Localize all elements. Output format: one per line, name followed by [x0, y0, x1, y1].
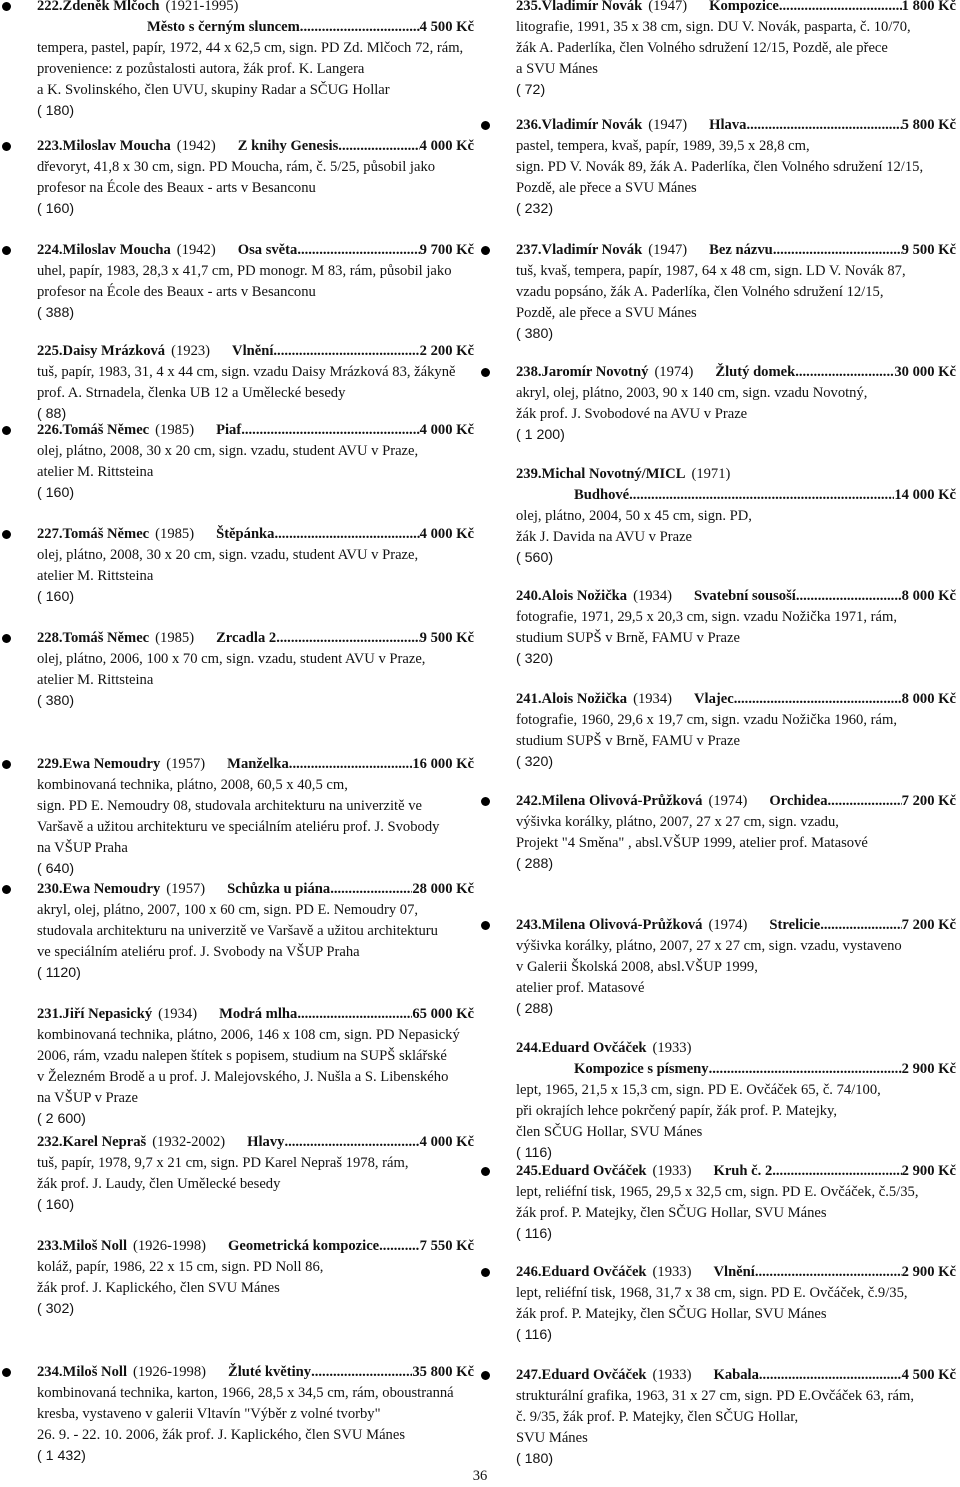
description-line: koláž, papír, 1986, 22 x 15 cm, sign. PD Noll 86, — [37, 1259, 324, 1275]
price-czk: 4 000 Kč — [419, 138, 474, 154]
description-line: vzadu popsáno, žák A. Paderlíka, člen Volného sdružení 12/15, — [516, 284, 884, 300]
price-czk: 7 550 Kč — [419, 1238, 474, 1254]
description-line: litografie, 1991, 35 x 38 cm, sign. DU V. Novák, pasparta, č. 10/70, — [516, 19, 911, 35]
bullet-icon — [2, 142, 11, 151]
entry-heading — [37, 240, 474, 261]
dot-leader — [241, 420, 419, 441]
artist-name: Vladimír Novák — [541, 0, 643, 14]
price-eur: ( 388) — [37, 305, 75, 321]
description-line: žák prof. J. Laudy, člen Umělecké besedy — [37, 1176, 281, 1192]
dot-leader — [796, 586, 902, 607]
artwork-title: Modrá mlha — [219, 1006, 298, 1022]
artwork-title: Budhové — [574, 487, 630, 503]
dot-leader — [311, 1362, 412, 1383]
price-czk: 4 000 Kč — [419, 526, 474, 542]
price-eur: ( 160) — [37, 1197, 75, 1213]
price-eur: ( 380) — [37, 693, 75, 709]
price-czk: 4 000 Kč — [419, 422, 474, 438]
price-eur: ( 320) — [516, 754, 554, 770]
bullet-icon — [2, 426, 11, 435]
dot-leader — [772, 1161, 901, 1182]
artist-years: (1947) — [648, 0, 688, 14]
artist-name: Eduard Ovčáček — [541, 1367, 647, 1383]
dot-leader — [273, 341, 419, 362]
entry-number: 236. — [516, 117, 542, 133]
dot-leader — [379, 1236, 420, 1257]
entry-heading — [37, 136, 474, 157]
artist-name: Eduard Ovčáček — [541, 1264, 647, 1280]
price-czk: 4 000 Kč — [419, 1134, 474, 1150]
description-line: tuš, kvaš, tempera, papír, 1987, 64 x 48 cm, sign. LD V. Novák 87, — [516, 263, 906, 279]
description-line: SVU Mánes — [516, 1430, 588, 1446]
description-line: lept, 1965, 21,5 x 15,3 cm, sign. PD E. Ovčáček 65, č. 74/100, — [516, 1082, 881, 1098]
artist-years: (1921-1995) — [165, 0, 239, 14]
entry-number: 230. — [37, 881, 63, 897]
price-czk: 8 000 Kč — [901, 691, 956, 707]
description-line: ve speciálním ateliéru prof. J. Svobody na VŠUP Praha — [37, 944, 360, 960]
entry-number: 244. — [516, 1040, 542, 1056]
price-czk: 1 800 Kč — [901, 0, 956, 14]
artist-name: Jiří Nepasický — [62, 1006, 153, 1022]
artist-years: (1974) — [654, 364, 694, 380]
bullet-icon — [481, 1371, 490, 1380]
bullet-icon — [2, 530, 11, 539]
artwork-title: Kompozice s písmeny — [574, 1061, 709, 1077]
artist-years: (1934) — [633, 588, 673, 604]
description-line: a K. Svolinského, člen UVU, skupiny Radar a SČUG Hollar — [37, 82, 390, 98]
artist-years: (1934) — [158, 1006, 198, 1022]
bullet-icon — [2, 634, 11, 643]
price-czk: 9 500 Kč — [901, 242, 956, 258]
artwork-title: Geometrická kompozice — [227, 1238, 380, 1254]
price-czk: 9 500 Kč — [419, 630, 474, 646]
artwork-title: Kabala — [713, 1367, 759, 1383]
artist-name: Miloš Noll — [62, 1364, 128, 1380]
entry-heading — [516, 464, 956, 485]
description-line: studium SUPŠ v Brně, FAMU v Praze — [516, 733, 740, 749]
artwork-title: Vlnění — [232, 343, 274, 359]
entry-number: 240. — [516, 588, 542, 604]
price-eur: ( 160) — [37, 485, 75, 501]
price-eur: ( 116) — [516, 1327, 553, 1343]
price-eur: ( 160) — [37, 201, 75, 217]
price-eur: ( 640) — [37, 861, 75, 877]
description-line: 2006, rám, vzadu nalepen štítek s popisem, studium na SUPŠ sklářské — [37, 1048, 447, 1064]
artwork-title: Hlavy — [247, 1134, 285, 1150]
price-czk: 16 000 Kč — [412, 756, 474, 772]
artist-years: (1985) — [155, 422, 195, 438]
entry-heading — [516, 1365, 956, 1386]
price-eur: ( 72) — [516, 82, 546, 98]
artist-name: Karel Nepraš — [62, 1134, 147, 1150]
dot-leader — [779, 0, 902, 17]
entry-number: 225. — [37, 343, 63, 359]
entry-number: 239. — [516, 466, 542, 482]
artwork-title: Vlajec — [694, 691, 734, 707]
bullet-icon — [2, 2, 11, 11]
description-line: olej, plátno, 2004, 50 x 45 cm, sign. PD, — [516, 508, 752, 524]
entry-subtitle-row — [37, 17, 474, 38]
description-line: olej, plátno, 2006, 100 x 70 cm, sign. vzadu, student AVU v Praze, — [37, 651, 426, 667]
description-line: 26. 9. - 22. 10. 2006, žák prof. J. Kaplického, člen SVU Mánes — [37, 1427, 406, 1443]
entry-number: 242. — [516, 793, 542, 809]
dot-leader — [795, 362, 894, 383]
artist-name: Daisy Mrázková — [62, 343, 166, 359]
artist-name: Milena Olivová-Průžková — [541, 917, 703, 933]
artist-name: Ewa Nemoudry — [62, 881, 161, 897]
description-line: sign. PD V. Novák 89, žák A. Paderlíka, člen Volného sdružení 12/15, — [516, 159, 924, 175]
artist-years: (1934) — [633, 691, 673, 707]
description-line: při okrajích lehce pokrčený papír, žák prof. P. Matejky, — [516, 1103, 838, 1119]
description-line: žák A. Paderlíka, člen Volného sdružení 12/15, Pozdě, ale přece — [516, 40, 888, 56]
artwork-title: Vlnění — [713, 1264, 755, 1280]
artist-years: (1933) — [652, 1264, 692, 1280]
dot-leader — [773, 240, 902, 261]
artist-name: Vladimír Novák — [541, 117, 643, 133]
price-eur: ( 116) — [516, 1145, 553, 1161]
artwork-title: Město s černým sluncem — [147, 19, 300, 35]
description-line: výšivka korálky, plátno, 2007, 27 x 27 cm, sign. vzadu, — [516, 814, 839, 830]
entry-number: 235. — [516, 0, 542, 14]
dot-leader — [330, 879, 412, 900]
price-czk: 4 500 Kč — [901, 1367, 956, 1383]
description-line: akryl, olej, plátno, 2007, 100 x 60 cm, sign. PD E. Nemoudry 07, — [37, 902, 419, 918]
artist-name: Michal Novotný/MICL — [541, 466, 686, 482]
price-eur: ( 160) — [37, 589, 75, 605]
dot-leader — [276, 628, 419, 649]
price-eur: ( 116) — [516, 1226, 553, 1242]
dot-leader — [289, 754, 413, 775]
artwork-title: Strelicie — [769, 917, 821, 933]
dot-leader — [734, 689, 902, 710]
artwork-title: Kruh č. 2 — [713, 1163, 773, 1179]
artist-years: (1957) — [166, 756, 206, 772]
price-eur: ( 288) — [516, 856, 554, 872]
entry-heading — [37, 420, 474, 441]
entry-number: 245. — [516, 1163, 542, 1179]
artist-years: (1942) — [176, 138, 216, 154]
price-czk: 8 000 Kč — [901, 588, 956, 604]
dot-leader — [820, 915, 901, 936]
artist-name: Tomáš Němec — [62, 526, 150, 542]
price-eur: ( 180) — [37, 103, 75, 119]
price-eur: ( 2 600) — [37, 1111, 86, 1127]
entry-heading — [37, 1362, 474, 1383]
description-line: žák prof. J. Kaplického, člen SVU Mánes — [37, 1280, 280, 1296]
entry-heading — [37, 879, 474, 900]
bullet-icon — [481, 797, 490, 806]
entry-subtitle-row — [516, 485, 956, 506]
price-czk: 30 000 Kč — [894, 364, 956, 380]
bullet-icon — [481, 1268, 490, 1277]
entry-heading — [516, 115, 956, 136]
price-czk: 4 500 Kč — [419, 19, 474, 35]
entry-heading — [37, 628, 474, 649]
bullet-icon — [481, 1167, 490, 1176]
description-line: olej, plátno, 2008, 30 x 20 cm, sign. vzadu, student AVU v Praze, — [37, 443, 419, 459]
entry-heading — [516, 1038, 956, 1059]
price-eur: ( 232) — [516, 201, 554, 217]
description-line: žák J. Davida na AVU v Praze — [516, 529, 693, 545]
artist-years: (1923) — [171, 343, 211, 359]
dot-leader — [759, 1365, 902, 1386]
artist-years: (1947) — [648, 117, 688, 133]
artwork-title: Žlutý domek — [715, 364, 796, 380]
dot-leader — [755, 1262, 902, 1283]
description-line: pastel, tempera, kvaš, papír, 1989, 39,5 x 28,8 cm, — [516, 138, 810, 154]
artist-years: (1926-1998) — [133, 1364, 206, 1380]
entry-number: 226. — [37, 422, 63, 438]
description-line: kombinovaná technika, karton, 1966, 28,5 x 34,5 cm, rám, oboustranná — [37, 1385, 454, 1401]
description-line: Pozdě, ale přece a SVU Mánes — [516, 180, 697, 196]
artwork-title: Svatební sousoší — [694, 588, 796, 604]
dot-leader — [297, 240, 419, 261]
artist-years: (1933) — [652, 1040, 692, 1056]
description-line: kombinovaná technika, plátno, 2006, 146 x 108 cm, sign. PD Nepasický — [37, 1027, 460, 1043]
artist-name: Miloslav Moucha — [62, 242, 171, 258]
entry-heading — [516, 791, 956, 812]
description-line: profesor na École des Beaux - arts v Besanconu — [37, 180, 316, 196]
entry-heading — [516, 689, 956, 710]
bullet-icon — [2, 246, 11, 255]
entry-number: 227. — [37, 526, 63, 542]
artwork-title: Štěpánka — [216, 526, 275, 542]
description-line: atelier M. Rittsteina — [37, 464, 154, 480]
entry-heading — [37, 341, 474, 362]
bullet-icon — [481, 921, 490, 930]
artist-name: Zdeněk Mlčoch — [62, 0, 160, 14]
artwork-title: Manželka — [227, 756, 289, 772]
price-czk: 35 800 Kč — [412, 1364, 474, 1380]
artwork-title: Z knihy Genesis — [237, 138, 339, 154]
entry-number: 243. — [516, 917, 542, 933]
artist-years: (1985) — [155, 526, 195, 542]
description-line: člen SČUG Hollar, SVU Mánes — [516, 1124, 703, 1140]
artist-years: (1933) — [652, 1163, 692, 1179]
artist-years: (1985) — [155, 630, 195, 646]
price-czk: 5 800 Kč — [901, 117, 956, 133]
price-eur: ( 1120) — [37, 965, 81, 981]
price-czk: 2 200 Kč — [419, 343, 474, 359]
description-line: v Galerii Školská 2008, absl.VŠUP 1999, — [516, 959, 758, 975]
price-eur: ( 88) — [37, 406, 67, 422]
entry-subtitle-row — [516, 1059, 956, 1080]
description-line: tempera, pastel, papír, 1972, 44 x 62,5 cm, sign. PD Zd. Mlčoch 72, rám, — [37, 40, 464, 56]
artwork-title: Orchidea — [769, 793, 828, 809]
entry-number: 233. — [37, 1238, 63, 1254]
entry-heading — [516, 1262, 956, 1283]
dot-leader — [338, 136, 419, 157]
entry-heading — [516, 586, 956, 607]
artist-name: Eduard Ovčáček — [541, 1040, 647, 1056]
price-eur: ( 320) — [516, 651, 554, 667]
entry-number: 247. — [516, 1367, 542, 1383]
description-line: Varšavě a užitou architekturu ve speciálním ateliéru prof. J. Svobody — [37, 819, 440, 835]
artist-name: Alois Nožička — [541, 588, 628, 604]
page-number: 36 — [472, 1468, 488, 1484]
entry-heading — [516, 1161, 956, 1182]
artist-name: Miloslav Moucha — [62, 138, 171, 154]
entry-number: 231. — [37, 1006, 63, 1022]
artist-name: Miloš Noll — [62, 1238, 128, 1254]
artwork-title: Bez názvu — [709, 242, 773, 258]
dot-leader — [297, 1004, 412, 1025]
artist-years: (1942) — [176, 242, 216, 258]
description-line: atelier prof. Matasové — [516, 980, 645, 996]
entry-heading — [37, 1132, 474, 1153]
price-eur: ( 180) — [516, 1451, 554, 1467]
price-eur: ( 288) — [516, 1001, 554, 1017]
description-line: na VŠUP Praha — [37, 840, 128, 856]
dot-leader — [274, 524, 419, 545]
artist-name: Vladimír Novák — [541, 242, 643, 258]
description-line: sign. PD E. Nemoudry 08, studovala architekturu na univerzitě ve — [37, 798, 423, 814]
dot-leader — [746, 115, 901, 136]
description-line: č. 9/35, žák prof. P. Matejky, člen SČUG Hollar, — [516, 1409, 799, 1425]
dot-leader — [828, 791, 902, 812]
bullet-icon — [2, 885, 11, 894]
entry-heading — [37, 524, 474, 545]
description-line: kombinovaná technika, plátno, 2008, 60,5 x 40,5 cm, — [37, 777, 348, 793]
price-czk: 2 900 Kč — [901, 1264, 956, 1280]
description-line: lept, reliéfní tisk, 1968, 31,7 x 38 cm, sign. PD E. Ovčáček, č.9/35, — [516, 1285, 908, 1301]
price-eur: ( 560) — [516, 550, 554, 566]
price-czk: 7 200 Kč — [901, 917, 956, 933]
dot-leader — [709, 1059, 902, 1080]
price-eur: ( 1 432) — [37, 1448, 86, 1464]
artist-years: (1932-2002) — [152, 1134, 226, 1150]
artist-name: Eduard Ovčáček — [541, 1163, 647, 1179]
dot-leader — [629, 485, 894, 506]
artist-name: Milena Olivová-Průžková — [541, 793, 703, 809]
description-line: studium SUPŠ v Brně, FAMU v Praze — [516, 630, 740, 646]
artist-name: Jaromír Novotný — [541, 364, 649, 380]
description-line: prof. A. Strnadela, členka UB 12 a Umělecké besedy — [37, 385, 346, 401]
dot-leader — [300, 17, 420, 38]
artist-name: Alois Nožička — [541, 691, 628, 707]
price-czk: 65 000 Kč — [412, 1006, 474, 1022]
artist-years: (1974) — [708, 793, 748, 809]
entry-number: 229. — [37, 756, 63, 772]
entry-heading — [37, 0, 474, 17]
artwork-title: Kompozice — [709, 0, 779, 14]
description-line: tuš, papír, 1983, 31, 4 x 44 cm, sign. vzadu Daisy Mrázková 83, žákyně — [37, 364, 456, 380]
artwork-title: Piaf — [216, 422, 242, 438]
artist-years: (1971) — [691, 466, 731, 482]
description-line: žák prof. P. Matejky, člen SČUG Hollar, SVU Mánes — [516, 1205, 827, 1221]
description-line: fotografie, 1960, 29,6 x 19,7 cm, sign. vzadu Nožička 1960, rám, — [516, 712, 897, 728]
description-line: akryl, olej, plátno, 2003, 90 x 140 cm, sign. vzadu Novotný, — [516, 385, 868, 401]
entry-number: 241. — [516, 691, 542, 707]
artist-name: Ewa Nemoudry — [62, 756, 161, 772]
bullet-icon — [2, 760, 11, 769]
artwork-title: Žluté květiny — [227, 1364, 312, 1380]
artwork-title: Osa světa — [237, 242, 298, 258]
price-czk: 9 700 Kč — [419, 242, 474, 258]
bullet-icon — [481, 121, 490, 130]
description-line: na VŠUP v Praze — [37, 1090, 138, 1106]
artwork-title: Hlava — [709, 117, 747, 133]
description-line: fotografie, 1971, 29,5 x 20,3 cm, sign. vzadu Nožička 1971, rám, — [516, 609, 897, 625]
price-eur: ( 302) — [37, 1301, 75, 1317]
entry-heading — [37, 1004, 474, 1025]
entry-number: 238. — [516, 364, 542, 380]
price-czk: 7 200 Kč — [901, 793, 956, 809]
price-czk: 2 900 Kč — [901, 1163, 956, 1179]
artist-years: (1933) — [652, 1367, 692, 1383]
description-line: provenience: z pozůstalosti autora, žák prof. K. Langera — [37, 61, 365, 77]
description-line: atelier M. Rittsteina — [37, 568, 154, 584]
description-line: tuš, papír, 1978, 9,7 x 21 cm, sign. PD Karel Nepraš 1978, rám, — [37, 1155, 409, 1171]
artist-years: (1974) — [708, 917, 748, 933]
description-line: strukturální grafika, 1963, 31 x 27 cm, sign. PD E.Ovčáček 63, rám, — [516, 1388, 915, 1404]
entry-number: 223. — [37, 138, 63, 154]
description-line: Pozdě, ale přece a SVU Mánes — [516, 305, 697, 321]
description-line: profesor na École des Beaux - arts v Besanconu — [37, 284, 316, 300]
bullet-icon — [481, 368, 490, 377]
price-czk: 14 000 Kč — [894, 487, 956, 503]
entry-heading — [516, 240, 956, 261]
description-line: žák prof. J. Svobodové na AVU v Praze — [516, 406, 748, 422]
artist-years: (1957) — [166, 881, 206, 897]
description-line: výšivka korálky, plátno, 2007, 27 x 27 cm, sign. vzadu, vystaveno — [516, 938, 902, 954]
entry-number: 228. — [37, 630, 63, 646]
entry-number: 224. — [37, 242, 63, 258]
artist-name: Tomáš Němec — [62, 630, 150, 646]
description-line: a SVU Mánes — [516, 61, 598, 77]
description-line: žák prof. P. Matejky, člen SČUG Hollar, SVU Mánes — [516, 1306, 827, 1322]
artist-years: (1926-1998) — [133, 1238, 206, 1254]
description-line: uhel, papír, 1983, 28,3 x 41,7 cm, PD monogr. M 83, rám, působil jako — [37, 263, 452, 279]
dot-leader — [284, 1132, 419, 1153]
bullet-icon — [481, 246, 490, 255]
description-line: kresba, vystaveno v galerii Vltavín "Výběr z volné tvorby" — [37, 1406, 381, 1422]
description-line: olej, plátno, 2008, 30 x 20 cm, sign. vzadu, student AVU v Praze, — [37, 547, 419, 563]
price-eur: ( 1 200) — [516, 427, 565, 443]
entry-number: 232. — [37, 1134, 63, 1150]
artist-years: (1947) — [648, 242, 688, 258]
entry-heading — [516, 362, 956, 383]
entry-heading — [37, 1236, 474, 1257]
entry-number: 237. — [516, 242, 542, 258]
artist-name: Tomáš Němec — [62, 422, 150, 438]
description-line: dřevoryt, 41,8 x 30 cm, sign. PD Moucha, rám, č. 5/25, působil jako — [37, 159, 436, 175]
description-line: Projekt "4 Směna" , absl.VŠUP 1999, atelier prof. Matasové — [516, 835, 868, 851]
price-eur: ( 380) — [516, 326, 554, 342]
entry-heading — [516, 915, 956, 936]
artwork-title: Schůzka u piána — [227, 881, 331, 897]
bullet-icon — [2, 1368, 11, 1377]
description-line: v Železném Brodě a u prof. J. Malejovského, J. Nušla a S. Libenského — [37, 1069, 449, 1085]
artwork-title: Zrcadla 2 — [216, 630, 277, 646]
price-czk: 28 000 Kč — [412, 881, 474, 897]
entry-number: 234. — [37, 1364, 63, 1380]
description-line: studovala architekturu na univerzitě ve Varšavě a užitou architekturu — [37, 923, 438, 939]
price-czk: 2 900 Kč — [901, 1061, 956, 1077]
entry-heading — [516, 0, 956, 17]
description-line: atelier M. Rittsteina — [37, 672, 154, 688]
entry-heading — [37, 754, 474, 775]
description-line: lept, reliéfní tisk, 1965, 29,5 x 32,5 cm, sign. PD E. Ovčáček, č.5/35, — [516, 1184, 919, 1200]
entry-number: 246. — [516, 1264, 542, 1280]
entry-number: 222. — [37, 0, 63, 14]
